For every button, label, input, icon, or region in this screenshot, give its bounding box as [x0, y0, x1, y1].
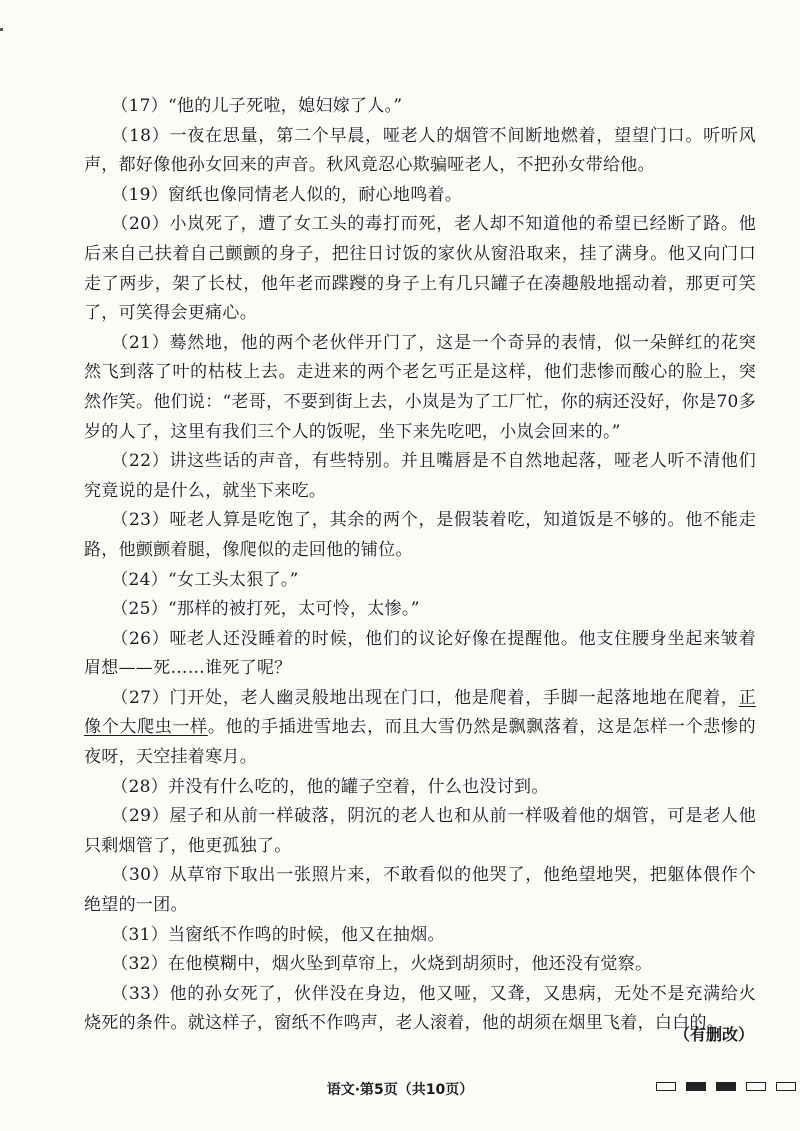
underlined-phrase: 正像个大爬虫一样: [84, 687, 756, 738]
paragraph-19: （19）窗纸也像同情老人似的，耐心地鸣着。: [111, 184, 463, 205]
paragraph-27: [84, 684, 756, 773]
paragraph-25: （25）“那样的被打死，太可怜，太惨。”: [111, 599, 420, 620]
scan-mark-3: [716, 1082, 736, 1091]
paragraph-29: （29）屋子和从前一样破落，阴沉的老人也和从前一样吸着他的烟管，可是老人他只剩烟管了，他更孤独了。: [84, 806, 756, 856]
paragraph-32: （32）在他模糊中，烟火坠到草帘上，火烧到胡须时，他还没有觉察。: [111, 954, 653, 975]
story-text: [84, 92, 756, 1039]
paragraph-24: （24）“女工头太狠了。”: [111, 569, 299, 590]
paragraph-20: （20）小岚死了，遭了女工头的毒打而死，老人却不知道他的希望已经断了路。他后来自己扶着自己颤颤的身子，把往日讨饭的家伙从窗沿取来，挂了满身。他又向门口走了两步，架了长杖，他年老而蹀躞的身子上有几只罐子在凑趣般地摇动着，那更可笑了，可笑得会更痛心。: [84, 214, 756, 324]
scan-mark-1: [656, 1082, 676, 1091]
paragraph-30: （30）从草帘下取出一张照片来，不敢看似的他哭了，他绝望地哭，把躯体偎作个绝望的一团。: [84, 865, 756, 916]
paragraph-18: （18）一夜在思量，第二个早晨，哑老人的烟管不间断地燃着，望望门口。听听风声，都好像他孙女回来的声音。秋风竟忍心欺骗哑老人，不把孙女带给他。: [84, 125, 756, 176]
abridgement-note: （有删改）: [673, 1025, 754, 1044]
paragraph-22: （22）讲这些话的声音，有些特别。并且嘴唇是不自然地起落，哑老人听不清他们究竟说的是什么，就坐下来吃。: [84, 451, 756, 501]
scan-mark-5: [776, 1082, 796, 1091]
paragraph-28: （28）并没有什么吃的，他的罐子空着，什么也没讨到。: [111, 776, 549, 797]
paragraph-26: （26）哑老人还没睡着的时候，他们的议论好像在提醒他。他支住腰身坐起来皱着眉想——死……谁死了呢？: [84, 628, 756, 679]
scan-mark-4: [746, 1082, 766, 1091]
paragraph-21: （21）蓦然地，他的两个老伙伴开门了，这是一个奇异的表情，似一朵鲜红的花突然飞到落了叶的枯枝上去。走进来的两个老乞丐正是这样，他们悲惨而酸心的脸上，突然作笑。他们说：“老哥，不要到街上去，小岚是为了工厂忙，你的病还没好，你是70多岁的人了，这里有我们三个人的饭呢，坐下来先吃吧，小岚会回来的。”: [84, 332, 756, 442]
scan-mark-2: [686, 1082, 706, 1091]
paragraph-33: （33）他的孙女死了，伙伴没在身边，他又哑，又聋，又患病，无处不是充满给火烧死的条件。就这样子，窗纸不作鸣声，老人滚着，他的胡须在烟里飞着，白白的。: [84, 983, 756, 1034]
scan-edge-mark: [0, 28, 3, 31]
paragraph-23: （23）哑老人算是吃饱了，其余的两个，是假装着吃，知道饭是不够的。他不能走路，他颤颤着腿，像爬似的走回他的铺位。: [84, 510, 756, 560]
paragraph-27-lead: （27）门开处，老人幽灵般地出现在门口，他是爬着，手脚一起落地地在爬着，: [111, 687, 739, 708]
paragraph-27-tail: 。他的手插进雪地去，而且大雪仍然是飘飘落着，这是怎样一个悲惨的夜呀，天空挂着寒月。: [84, 717, 756, 768]
paragraph-17: （17）“他的儿子死啦，媳妇嫁了人。”: [111, 96, 403, 116]
paragraph-31: （31）当窗纸不作鸣的时候，他又在抽烟。: [111, 924, 445, 945]
scan-marks: [656, 1082, 796, 1091]
page-footer: 语文·第5页（共10页）: [326, 1082, 474, 1098]
